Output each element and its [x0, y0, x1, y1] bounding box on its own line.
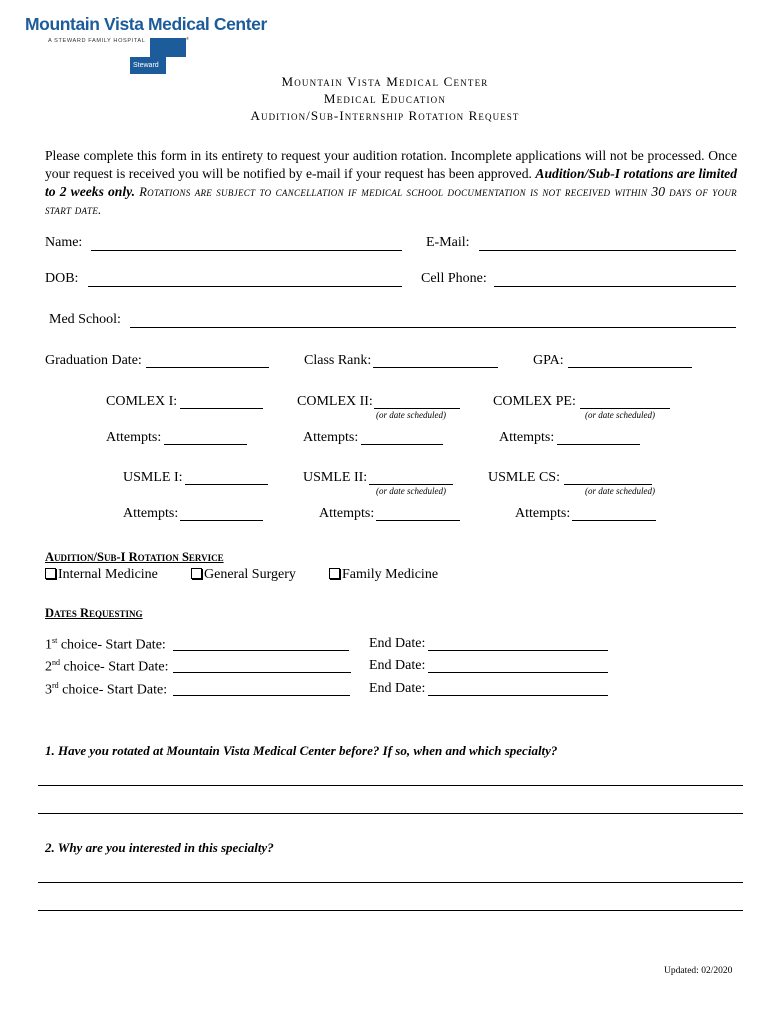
cell-phone-field[interactable] — [494, 286, 736, 287]
second-choice-end-field[interactable] — [428, 672, 608, 673]
gpa-field[interactable] — [568, 367, 692, 368]
logo-tagline: A STEWARD FAMILY HOSPITAL — [48, 38, 146, 44]
comlex-pe-date-note: (or date scheduled) — [585, 410, 655, 420]
second-choice-start-field[interactable] — [173, 672, 351, 673]
comlex-pe-label: COMLEX PE: — [493, 394, 576, 409]
class-rank-label: Class Rank: — [304, 353, 372, 368]
comlex-1-attempts-label: Attempts: — [106, 430, 162, 445]
dob-label: DOB: — [45, 271, 79, 286]
cell-phone-label: Cell Phone: — [421, 271, 487, 286]
med-school-field[interactable] — [130, 327, 736, 328]
intro-days-number: 30 — [651, 184, 665, 199]
usmle-cs-label: USMLE CS: — [488, 470, 560, 485]
first-choice-start-label: 1st choice- Start Date: — [45, 636, 166, 653]
first-choice-end-label: End Date: — [369, 636, 426, 651]
comlex-2-attempts-label: Attempts: — [303, 430, 359, 445]
intro-limit-note: Audition/Sub-I rotations are limited to 2 weeks only. — [45, 166, 737, 199]
intro-text: Please complete this form in its entirety to request your audition rotation. Incomplete applications will not be processed. Once your request is received you will be notified by e-mail if your request has been approved. — [45, 148, 737, 181]
question-1: 1. Have you rotated at Mountain Vista Medical Center before? If so, when and which specialty? — [45, 743, 558, 758]
question-2-answer-line-2[interactable] — [38, 910, 743, 911]
intro-cancellation-end: days of your start date. — [45, 185, 737, 217]
rotation-service-heading: Audition/Sub-I Rotation Service — [45, 550, 224, 564]
option-general-surgery[interactable] — [191, 567, 296, 583]
checkbox-icon[interactable] — [45, 568, 56, 579]
steward-logo — [130, 38, 186, 74]
option-family-medicine[interactable] — [329, 567, 438, 583]
checkbox-icon[interactable] — [191, 568, 202, 579]
third-choice-end-label: End Date: — [369, 681, 426, 696]
comlex-2-label: COMLEX II: — [297, 394, 373, 409]
usmle-1-attempts-label: Attempts: — [123, 506, 179, 521]
third-choice-start-field[interactable] — [173, 695, 350, 696]
intro-cancellation-note: Rotations are subject to cancellation if medical school documentation is not received within — [135, 185, 652, 199]
third-choice-end-field[interactable] — [428, 695, 608, 696]
logo-name: Mountain Vista Medical Center — [25, 14, 267, 34]
usmle-cs-attempts-field[interactable] — [572, 520, 656, 521]
intro-paragraph — [45, 147, 737, 219]
graduation-date-label: Graduation Date: — [45, 353, 142, 368]
usmle-1-field[interactable] — [185, 484, 268, 485]
header-form-title: Audition/Sub-Internship Rotation Request — [250, 108, 520, 123]
third-choice-start-label: 3rd choice- Start Date: — [45, 681, 168, 698]
second-choice-start-label: 2nd choice- Start Date: — [45, 658, 169, 675]
comlex-2-attempts-field[interactable] — [361, 444, 443, 445]
med-school-label: Med School: — [49, 312, 121, 327]
option-internal-medicine-label: Internal Medicine — [58, 567, 158, 582]
usmle-cs-attempts-label: Attempts: — [515, 506, 571, 521]
first-choice-start-field[interactable] — [173, 650, 349, 651]
logo-badge-text: Steward — [133, 62, 159, 69]
option-internal-medicine[interactable] — [45, 567, 158, 583]
graduation-date-field[interactable] — [146, 367, 269, 368]
comlex-2-field[interactable] — [374, 408, 460, 409]
option-general-surgery-label: General Surgery — [204, 567, 296, 582]
comlex-1-field[interactable] — [180, 408, 263, 409]
usmle-2-label: USMLE II: — [303, 470, 368, 485]
comlex-pe-field[interactable] — [580, 408, 670, 409]
usmle-1-label: USMLE I: — [123, 470, 183, 485]
usmle-2-field[interactable] — [369, 484, 453, 485]
name-field[interactable] — [91, 250, 402, 251]
first-choice-end-field[interactable] — [428, 650, 608, 651]
comlex-pe-attempts-field[interactable] — [557, 444, 640, 445]
dates-requesting-heading: Dates Requesting — [45, 606, 143, 620]
name-label: Name: — [45, 235, 83, 250]
comlex-pe-attempts-label: Attempts: — [499, 430, 555, 445]
usmle-2-attempts-field[interactable] — [376, 520, 460, 521]
header-department: Medical Education — [323, 91, 447, 106]
dob-field[interactable] — [88, 286, 402, 287]
usmle-cs-date-note: (or date scheduled) — [585, 486, 655, 496]
gpa-label: GPA: — [533, 353, 564, 368]
usmle-1-attempts-field[interactable] — [180, 520, 263, 521]
usmle-2-attempts-label: Attempts: — [319, 506, 375, 521]
question-1-answer-line-1[interactable] — [38, 785, 743, 786]
logo-registered-mark: ® — [186, 36, 189, 41]
updated-date: Updated: 02/2020 — [664, 966, 733, 976]
email-label: E-Mail: — [426, 235, 470, 250]
question-2-answer-line-1[interactable] — [38, 882, 743, 883]
email-field[interactable] — [479, 250, 736, 251]
comlex-2-date-note: (or date scheduled) — [376, 410, 446, 420]
second-choice-end-label: End Date: — [369, 658, 426, 673]
header-hospital: Mountain Vista Medical Center — [281, 74, 489, 89]
usmle-2-date-note: (or date scheduled) — [376, 486, 446, 496]
comlex-1-label: COMLEX I: — [106, 394, 178, 409]
checkbox-icon[interactable] — [329, 568, 340, 579]
option-family-medicine-label: Family Medicine — [342, 567, 439, 582]
class-rank-field[interactable] — [373, 367, 498, 368]
usmle-cs-field[interactable] — [564, 484, 652, 485]
question-1-answer-line-2[interactable] — [38, 813, 743, 814]
comlex-1-attempts-field[interactable] — [164, 444, 247, 445]
question-2: 2. Why are you interested in this specialty? — [45, 840, 274, 855]
